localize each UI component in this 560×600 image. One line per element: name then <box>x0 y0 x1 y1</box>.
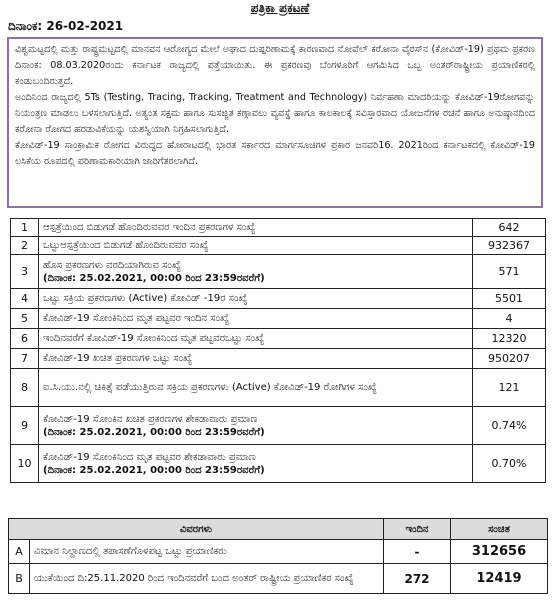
table-row <box>11 329 546 349</box>
row-number: 8 <box>11 369 39 407</box>
row-description-text: ಹೊಸ ಪ್ರಕರಣಗಳು ವರದಿಯಾಗಿರುವ ಸಂಖ್ಯೆ <box>43 259 181 271</box>
intro-box <box>7 37 543 208</box>
row-description <box>39 445 473 483</box>
row-value: 932367 <box>473 237 546 255</box>
header-cumulative: ಸಂಚಿತ <box>451 519 548 540</box>
row-number: 4 <box>11 289 39 309</box>
row-value: 121 <box>473 369 546 407</box>
row-value: 571 <box>473 255 546 289</box>
row-number: 3 <box>11 255 39 289</box>
row-number: 5 <box>11 309 39 329</box>
row-description: ಐ.ಸಿ.ಯು.ನಲ್ಲಿ ಚಿಕಿತ್ಸೆ ಪಡೆಯುತ್ತಿರುವ ಸಕ್ರಿಯ ಪ್ರಕರಣಗಳು (Active) ಕೋವಿಡ್-19 ರೋಗಿಗಳ ಸಂಖ್ಯೆ <box>39 369 473 407</box>
row-value: 4 <box>473 309 546 329</box>
header-today: ಇಂದಿನ <box>384 519 451 540</box>
row-description: ಒಟ್ಟುಆಸ್ಪತ್ರೆಯಿಂದ ಬಿಡುಗಡೆ ಹೊಂದಿರುವವರ ಸಂಖ್ಯೆ <box>39 237 473 255</box>
row-total: 312656 <box>451 540 548 564</box>
row-value: 0.74% <box>473 407 546 445</box>
row-value: 642 <box>473 219 546 237</box>
table-row <box>11 369 546 407</box>
intro-paragraph-1: ವಿಶ್ವಮಟ್ಟದಲ್ಲಿ ಮತ್ತು ರಾಷ್ಟ್ರಮಟ್ಟದಲ್ಲಿ ಮಾನವನ ಆರೋಗ್ಯದ ಮೇಲೆ ಅಘಾದ ದುಷ್ಪರಿಣಾಮಕ್ಕೆ ಕಾರಣವಾದ ನೋವೆಲ್ ಕರೋನಾ ವೈರಸ್‌ನ (ಕೋವಿಡ್-19) ಪ್ರಥಮ ಪ್ರಕರಣ ದಿನಾಂಕ: 08.03.2020ರಂದು ಕರ್ನಾಟಕ ರಾಜ್ಯದಲ್ಲಿ ಪತ್ತೆಯಾಯಿತು. ಈ ಪ್ರಕರಣವು ಬೆಂಗಳೂರಿಗೆ ಆಗಮಿಸಿದ ಒಬ್ಬ ಅಂತರ್‌ರಾಷ್ಟ್ರೀಯ ಪ್ರಯಾಣಿಕರಲ್ಲಿ ಕಂಡುಬಂದಿರುತ್ತದೆ. <box>15 44 535 87</box>
intro-paragraph-2: ಅಂದಿನಿಂದ ರಾಜ್ಯದಲ್ಲಿ 5Ts (Testing, Tracing, Tracking, Treatment and Technology) ನಿರ್ವಹಣಾ ಮಾದರಿಯನ್ನು ಕೋವಿಡ್-19ರೋಗವನ್ನು ನಿಯಂತ್ರಣ ಮಾಡಲು ಬಳಸಲಾಗುತ್ತಿದೆ. ಅತ್ಯಂತ ಸಕ್ಷಮ ಹಾಗೂ ಸುಸಜ್ಜಿತ ಕಣ್ಗಾವಲು ವ್ಯವಸ್ಥೆ ಹಾಗೂ ಕಾಲಕಾಲಕ್ಕೆ ಸವಿಸ್ತಾರವಾದ ಯೋಜನೆಗಳ ರಚನೆ ಹಾಗೂ ಅನುಷ್ಠಾನದಿಂದ ಕರೋನಾ ರೋಗದ ಹರಡುವಿಕೆಯನ್ನು ಯಶಸ್ವಿಯಾಗಿ ನಿಗ್ರಹಿಸಲಾಗುತ್ತಿದೆ. <box>15 92 535 135</box>
row-description-text: ಕೋವಿಡ್-19 ಸೋಂಕಿನಿಂದ ಮೃತ ಪಟ್ಟವರ ಶೇಕಡಾವಾರು ಪ್ರಮಾಣ <box>43 451 256 463</box>
row-description: ಆಸ್ಪತ್ರೆಯಿಂದ ಬಿಡುಗಡೆ ಹೊಂದಿರುವವರ ಇಂದಿನ ಪ್ರಕರಣಗಳ ಸಂಖ್ಯೆ <box>39 219 473 237</box>
row-total: 12419 <box>451 564 548 594</box>
row-number: 7 <box>11 349 39 369</box>
row-number: 2 <box>11 237 39 255</box>
row-value: 5501 <box>473 289 546 309</box>
row-date-range: (ದಿನಾಂಕ: 25.02.2021, 00:00 ರಿಂದ 23:59ರವರೆಗೆ) <box>43 464 265 476</box>
header-details: ವಿವರಗಳು <box>9 519 384 540</box>
row-description <box>39 255 473 289</box>
row-date-range: (ದಿನಾಂಕ: 25.02.2021, 00:00 ರಿಂದ 23:59ರವರೆಗೆ) <box>43 426 265 438</box>
table-row <box>9 564 548 594</box>
covid-stats-table <box>10 218 546 483</box>
row-value: 950207 <box>473 349 546 369</box>
row-value: 0.70% <box>473 445 546 483</box>
table-row <box>11 219 546 237</box>
row-number: 9 <box>11 407 39 445</box>
press-release-date: ದಿನಾಂಕ: 26-02-2021 <box>8 19 124 33</box>
row-number: 10 <box>11 445 39 483</box>
row-description: ಕೋವಿಡ್-19 ಖಚಿತ ಪ್ರಕರಣಗಳ ಒಟ್ಟು ಸಂಖ್ಯೆ <box>39 349 473 369</box>
table-header-row <box>9 519 548 540</box>
table-row <box>9 540 548 564</box>
row-description: ಯುಕೆಯಿಂದ ದಿ:25.11.2020 ರಿಂದ ಇಂದಿನವರೆಗೆ ಬಂದ ಅಂತರ್ ರಾಷ್ಟ್ರೀಯ ಪ್ರಯಾಣಿಕರ ಸಂಖ್ಯೆ <box>30 564 384 594</box>
row-letter: A <box>9 540 30 564</box>
row-description <box>39 407 473 445</box>
row-description: ಇಂದಿನವರೆಗೆ ಕೋವಿಡ್-19 ಸೋಂಕಿನಿಂದ ಮೃತ ಪಟ್ಟವರಒಟ್ಟು ಸಂಖ್ಯೆ <box>39 329 473 349</box>
row-today: 272 <box>384 564 451 594</box>
row-description: ಒಟ್ಟು ಸಕ್ರಿಯ ಪ್ರಕರಣಗಳು (Active) ಕೋವಿಡ್ -19ರ ಸಂಖ್ಯೆ <box>39 289 473 309</box>
row-description: ಕೋವಿಡ್-19 ಸೋಂಕಿನಿಂದ ಮೃತ ಪಟ್ಟವರ ಇಂದಿನ ಸಂಖ್ಯೆ <box>39 309 473 329</box>
table-row <box>11 349 546 369</box>
row-number: 1 <box>11 219 39 237</box>
table-row <box>11 289 546 309</box>
table-row <box>11 309 546 329</box>
row-description: ವಿಮಾನ ನಿಲ್ದಾಣದಲ್ಲಿ ತಪಾಸಣೆಗೊಳಪಟ್ಟ ಒಟ್ಟು ಪ್ರಯಾಣಿಕರು <box>30 540 384 564</box>
page-title: ಪತ್ರಿಕಾ ಪ್ರಕಟಣೆ <box>250 1 310 15</box>
row-number: 6 <box>11 329 39 349</box>
row-today: - <box>384 540 451 564</box>
row-value: 12320 <box>473 329 546 349</box>
table-row <box>11 407 546 445</box>
row-letter: B <box>9 564 30 594</box>
row-description-text: ಕೋವಿಡ್-19 ಸೋಂಕಿನ ಖಚಿತ ಪ್ರಕರಣಗಳ ಶೇಕಡಾವಾರು ಪ್ರಮಾಣ <box>43 413 258 425</box>
table-row <box>11 255 546 289</box>
traveller-table <box>8 518 548 594</box>
table-row <box>11 445 546 483</box>
row-date-range: (ದಿನಾಂಕ: 25.02.2021, 00:00 ರಿಂದ 23:59ರವರೆಗೆ) <box>43 272 265 284</box>
table-row <box>11 237 546 255</box>
intro-paragraph-3: ಕೋವಿಡ್-19 ಸಾಂಕ್ರಾಮಿಕ ರೋಗದ ವಿರುದ್ಧದ ಹೋರಾಟದಲ್ಲಿ ಭಾರತ ಸರ್ಕಾರದ ಮಾರ್ಗಸೂಚಿಗಳ ಪ್ರಕಾರ ಜನವರಿ16. 2021ರಿಂದ ಕರ್ನಾಟಕದಲ್ಲಿ ಕೋವಿಡ್-19 ಲಸಿಕೆಯ ರೂಪದಲ್ಲಿ ಪರಿಣಾಮಕಾರಿಯಾಗಿ ಜಾರಿಗೆತರಲಾಗಿದೆ. <box>15 140 535 167</box>
